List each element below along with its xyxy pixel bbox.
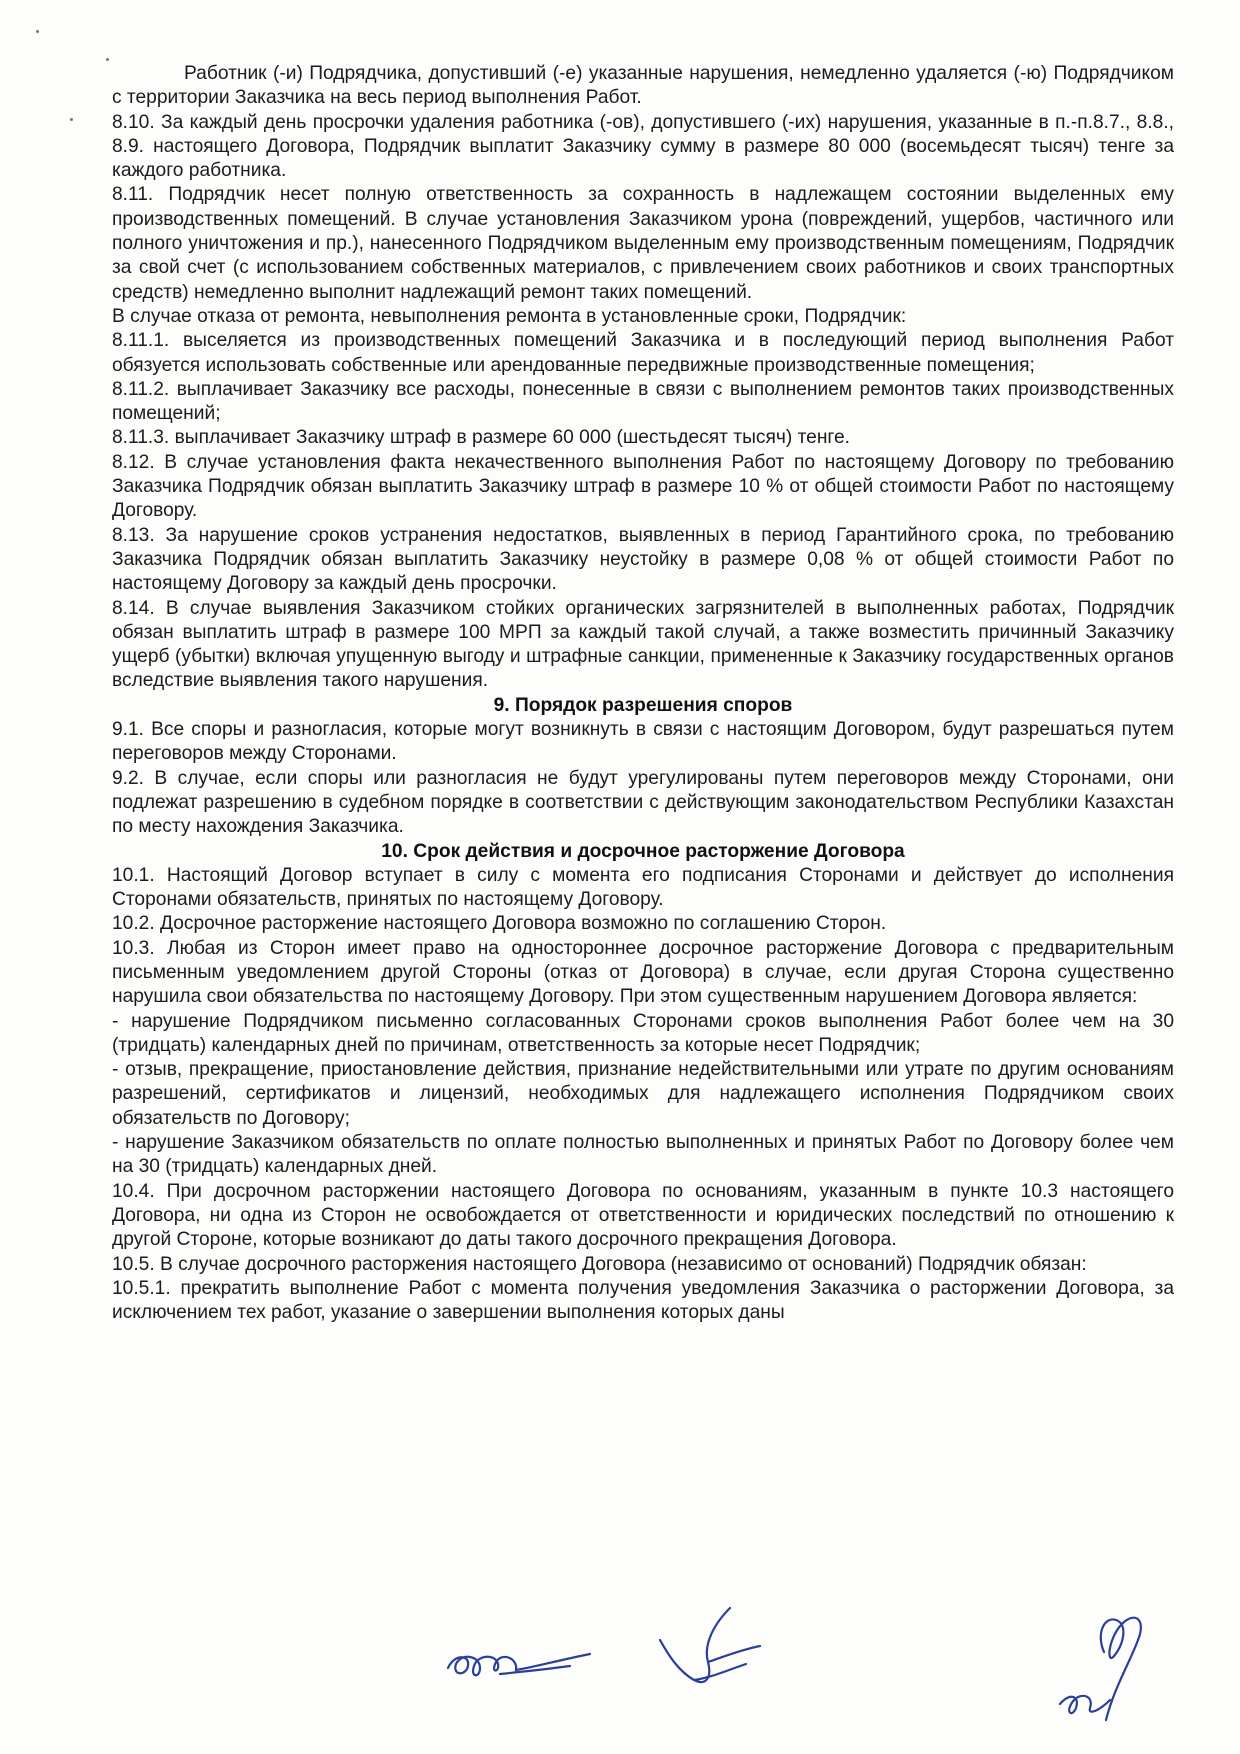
paragraph: В случае отказа от ремонта, невыполнения ремонта в установленные сроки, Подрядчик: <box>112 305 907 327</box>
paragraph: 9.2. В случае, если споры или разногласия не будут урегулированы путем переговоров между Сторонами, они подлежат разрешению в судебном порядке в соответствии с действующим законодательством Республики Казахстан по месту нахождения Заказчика. <box>112 767 1174 838</box>
paragraph: 8.13. За нарушение сроков устранения недостатков, выявленных в период Гарантийного срока, по требованию Заказчика Подрядчик обязан выплатить Заказчику неустойку в размере 0,08 % от общей стоимости Работ по настоящему Договору за каждый день просрочки. <box>112 524 1174 595</box>
paragraph: - нарушение Подрядчиком письменно согласованных Сторонами сроков выполнения Работ более чем на 30 (тридцать) календарных дней по причинам, ответственность за которые несет Подрядчик; <box>112 1010 1174 1056</box>
paragraph: 10.4. При досрочном расторжении настоящего Договора по основаниям, указанным в пункте 10.3 настоящего Договора, ни одна из Сторон не освобождается от ответственности и юридических последствий по отношению к другой Стороне, которые возникают до даты такого досрочного прекращения Договора. <box>112 1180 1174 1251</box>
paragraph: 10.1. Настоящий Договор вступает в силу с момента его подписания Сторонами и действует до исполнения Сторонами обязательств, принятых по настоящему Договору. <box>112 864 1174 911</box>
paragraph: 10.5. В случае досрочного расторжения настоящего Договора (независимо от оснований) Подрядчик обязан: <box>112 1253 1087 1275</box>
signature-3-icon <box>1040 1600 1170 1730</box>
scan-speck <box>106 58 109 61</box>
paragraph: Работник (-и) Подрядчика, допустивший (-е) указанные нарушения, немедленно удаляется (-ю) Подрядчиком с территории Заказчика на весь период выполнения Работ. <box>112 63 1174 109</box>
paragraph: 8.11.1. выселяется из производственных помещений Заказчика и в последующий период выполнения Работ обязуется использовать собственные или арендованные передвижные производственные помещения; <box>112 330 1174 376</box>
paragraph: 9.1. Все споры и разногласия, которые могут возникнуть в связи с настоящим Договором, будут разрешаться путем переговоров между Сторонами. <box>112 719 1174 765</box>
paragraph: 10.3. Любая из Сторон имеет право на одностороннее досрочное расторжение Договора с предварительным письменным уведомлением другой Стороны (отказ от Договора) в случае, если другая Сторона существенно нарушила свои обязательства по настоящему Договору. При этом существенным нарушением Договора является: <box>112 937 1174 1008</box>
signature-2-icon <box>650 1600 790 1700</box>
paragraph: 10.5.1. прекратить выполнение Работ с момента получения уведомления Заказчика о расторжении Договора, за исключением тех работ, указание о завершении выполнения которых даны <box>112 1277 1174 1324</box>
section-heading: 10. Срок действия и досрочное расторжение Договора <box>381 840 905 862</box>
section-heading: 9. Порядок разрешения споров <box>493 694 793 716</box>
paragraph: - нарушение Заказчиком обязательств по оплате полностью выполненных и принятых Работ по Договору более чем на 30 (тридцать) календарных дней. <box>112 1132 1174 1178</box>
paragraph: 8.12. В случае установления факта некачественного выполнения Работ по настоящему Договору по требованию Заказчика Подрядчик обязан выплатить Заказчику штраф в размере 10 % от общей стоимости Работ по настоящему Договору. <box>112 451 1174 522</box>
paragraph: 8.14. В случае выявления Заказчиком стойких органических загрязнителей в выполненных работах, Подрядчик обязан выплатить штраф в размере 100 МРП за каждый такой случай, а также возместить причинный Заказчику ущерб (убытки) включая упущенную выгоду и штрафные санкции, примененные к Заказчику государственных органов вследствие выявления такого нарушения. <box>112 597 1174 692</box>
signature-area <box>0 1600 1240 1754</box>
paragraph: - отзыв, прекращение, приостановление действия, признание недействительными или утрате по другим основаниям разрешений, сертификатов и лицензий, необходимых для надлежащего исполнения Подрядчиком своих обязательств по Договору; <box>112 1059 1174 1129</box>
paragraph: 8.11.2. выплачивает Заказчику все расходы, понесенные в связи с выполнением ремонтов таких производственных помещений; <box>112 378 1174 425</box>
paragraph: 8.11.3. выплачивает Заказчику штраф в размере 60 000 (шестьдесят тысяч) тенге. <box>112 427 851 449</box>
document-body <box>112 62 1174 1325</box>
scan-speck <box>70 118 73 121</box>
scan-speck <box>36 30 39 33</box>
paragraph: 10.2. Досрочное расторжение настоящего Договора возможно по соглашению Сторон. <box>112 913 887 935</box>
paragraph: 8.10. За каждый день просрочки удаления работника (-ов), допустившего (-их) нарушения, указанные в п.-п.8.7., 8.8., 8.9. настоящего Договора, Подрядчик выплатит Заказчику сумму в размере 80 000 (восемьдесят тысяч) тенге за каждого работника. <box>112 111 1174 182</box>
signature-1-icon <box>440 1630 610 1690</box>
paragraph: 8.11. Подрядчик несет полную ответственность за сохранность в надлежащем состоянии выделенных ему производственных помещений. В случае установления Заказчиком урона (повреждений, ущербов, частичного или полного уничтожения и пр.), нанесенного Подрядчиком выделенным ему производственным помещениям, Подрядчик за свой счет (с использованием собственных материалов, с привлечением своих работников и своих транспортных средств) немедленно выполнит надлежащий ремонт таких помещений. <box>112 184 1174 303</box>
